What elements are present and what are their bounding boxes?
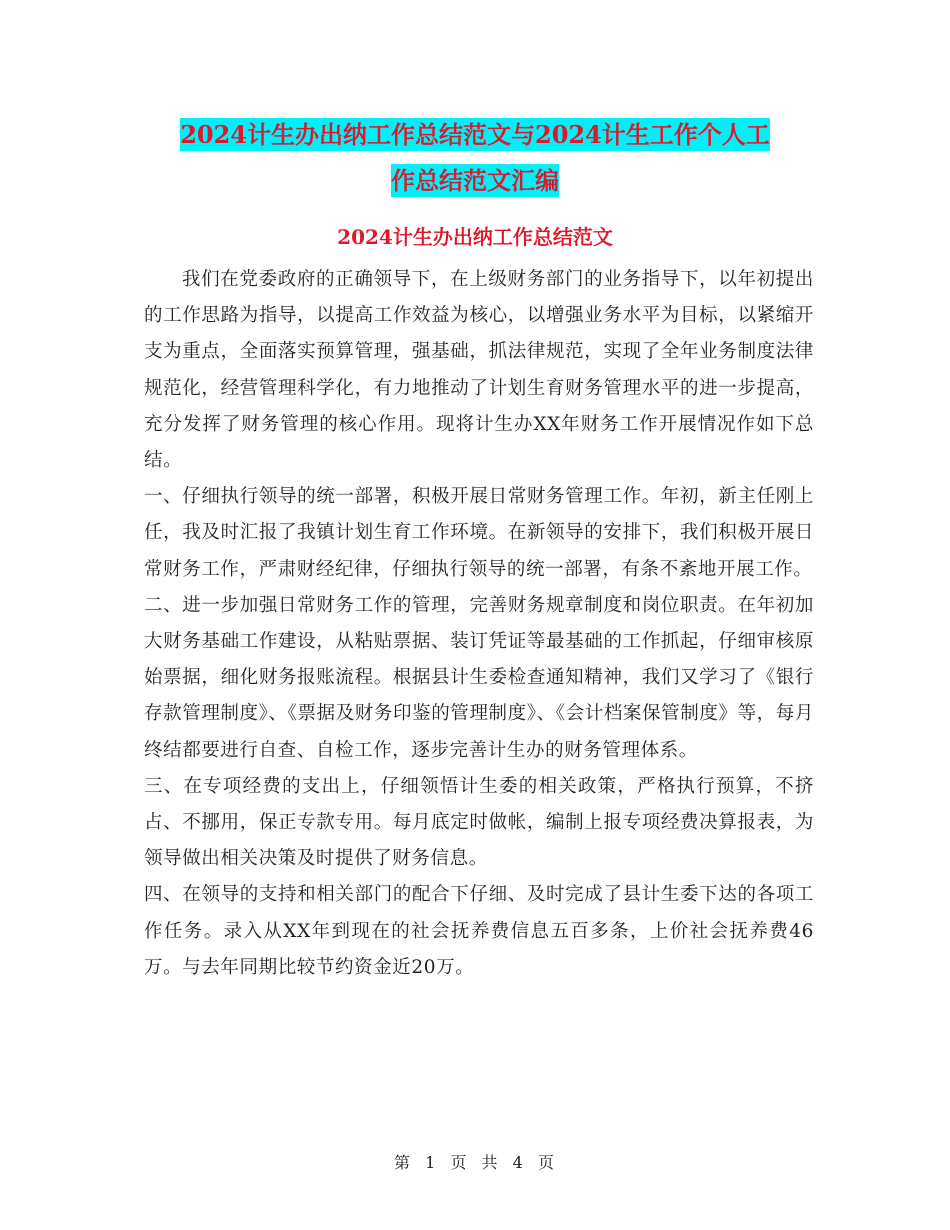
paragraph-item-2: 二、进一步加强日常财务工作的管理，完善财务规章制度和岗位职责。在年初加大财务基础工作建设，从粘贴票据、装订凭证等最基础的工作抓起，仔细审核原始票据，细化财务报账流程。根据县计生委检查通知精神，我们又学习了《银行存款管理制度》、《票据及财务印鉴的管理制度》、《会计档案保管制度》等，每月终结都要进行自查、自检工作，逐步完善计生办的财务管理体系。 bbox=[144, 594, 814, 761]
footer-label-page: 第 bbox=[394, 1153, 413, 1172]
footer-label-total: 共 bbox=[481, 1153, 500, 1172]
footer-label-ye: 页 bbox=[450, 1153, 469, 1172]
document-body bbox=[144, 262, 814, 986]
title-line-1: 2024计生办出纳工作总结范文与2024计生工作个人工 bbox=[180, 120, 770, 149]
footer-total-pages: 4 bbox=[512, 1153, 525, 1172]
page-footer bbox=[0, 1150, 950, 1173]
document-title bbox=[0, 112, 950, 204]
paragraph-item-1: 一、仔细执行领导的统一部署，积极开展日常财务管理工作。年初，新主任刚上任，我及时汇报了我镇计划生育工作环境。在新领导的安排下，我们积极开展日常财务工作，严肃财经纪律，仔细执行领导的统一部署，有条不紊地开展工作。 bbox=[144, 486, 814, 580]
title-line-2: 作总结范文汇编 bbox=[391, 166, 559, 195]
footer-current-page: 1 bbox=[425, 1153, 438, 1172]
footer-label-ye-2: 页 bbox=[537, 1153, 556, 1172]
paragraph-intro: 我们在党委政府的正确领导下，在上级财务部门的业务指导下，以年初提出的工作思路为指导，以提高工作效益为核心，以增强业务水平为目标，以紧缩开支为重点，全面落实预算管理，强基础，抓法律规范，实现了全年业务制度法律规范化，经营管理科学化，有力地推动了计划生育财务管理水平的进一步提高，充分发挥了财务管理的核心作用。现将计生办XX年财务工作开展情况作如下总结。 bbox=[144, 269, 814, 472]
section-title: 2024计生办出纳工作总结范文 bbox=[337, 225, 613, 249]
paragraph-item-3: 三、在专项经费的支出上，仔细领悟计生委的相关政策，严格执行预算，不挤占、不挪用，保正专款专用。每月底定时做帐，编制上报专项经费决算报表，为领导做出相关决策及时提供了财务信息。 bbox=[144, 775, 814, 870]
paragraph-item-4: 四、在领导的支持和相关部门的配合下仔细、及时完成了县计生委下达的各项工作任务。录入从XX年到现在的社会抚养费信息五百多条，上价社会抚养费46万。与去年同期比较节约资金近20万。 bbox=[144, 884, 814, 978]
